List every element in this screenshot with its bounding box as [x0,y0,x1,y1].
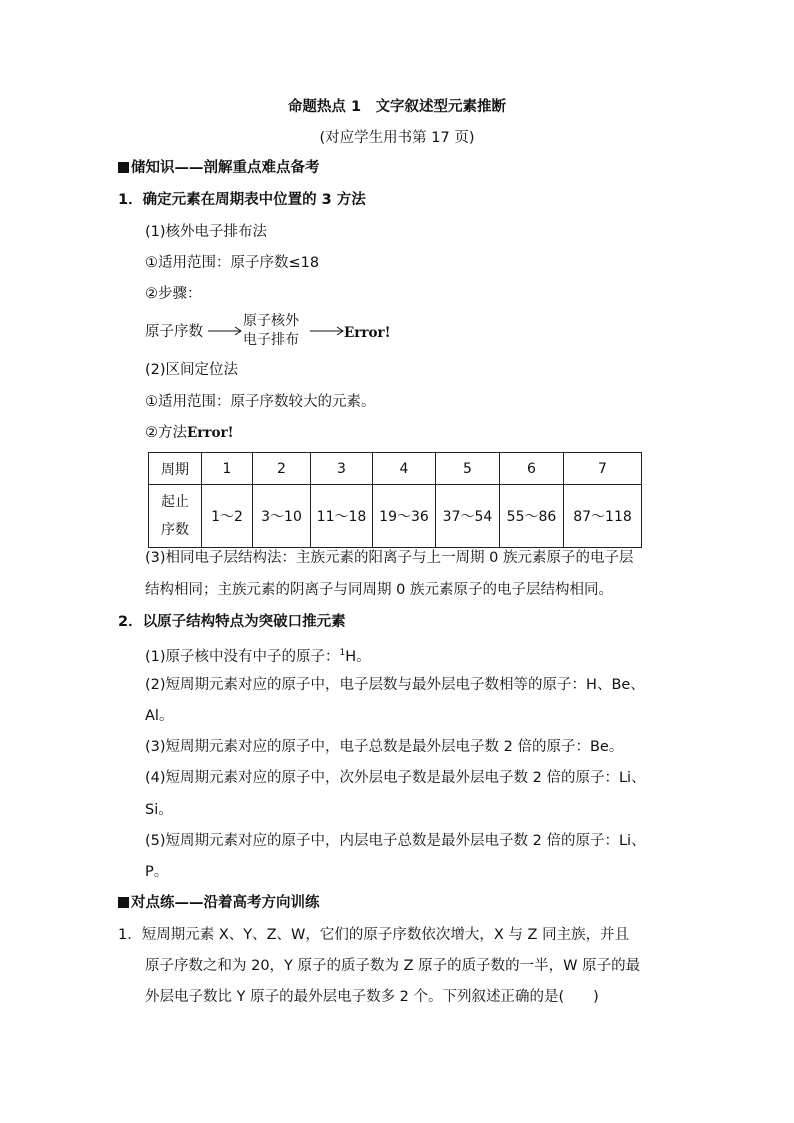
table-cell: 7 [564,453,642,485]
period-range-table [148,452,642,548]
flow-start: 原子序数 [145,324,203,340]
question1-line2: 原子序数之和为 20，Y 原子的质子数为 Z 原子的质子数的一半，W 原子的最 [145,958,641,974]
question1-line3: 外层电子数比 Y 原子的最外层电子数多 2 个。下列叙述正确的是( ) [145,989,599,1005]
table-cell: 3 [311,453,373,485]
method2-scope: ①适用范围：原子序数较大的元素。 [145,394,376,410]
flow-end-error: Error! [344,325,391,341]
table-header-cell: 周期 [149,453,202,485]
flow-mid-top: 原子核外 [243,313,299,329]
item4-line1: (4)短周期元素对应的原子中，次外层电子数是最外层电子数 2 倍的原子：Li、 [145,770,646,786]
table-cell: 2 [253,453,311,485]
table-cell: 19～36 [373,485,436,548]
item1-line: (1)原子核中没有中子的原子：$^1$H。 [145,648,371,665]
item5-line1: (5)短周期元素对应的原子中，内层电子总数是最外层电子数 2 倍的原子：Li、 [145,833,646,849]
black-square-icon [118,162,129,173]
table-cell: 11～18 [311,485,373,548]
table-cell: 5 [436,453,500,485]
arrow-right-icon [309,324,347,338]
arrow-right-icon [207,324,245,338]
item2-line2: Al。 [145,708,174,724]
table-cell: 1 [202,453,253,485]
black-square-icon [118,897,129,908]
table-cell: 4 [373,453,436,485]
method1-scope: ①适用范围：原子序数≤18 [145,255,320,271]
table-row [149,453,642,485]
item4-line2: Si。 [145,802,173,818]
table-cell: 55～86 [500,485,564,548]
item5-line2: P。 [145,864,169,880]
table-cell: 1～2 [202,485,253,548]
table-cell: 87～118 [564,485,642,548]
method2-method: ②方法Error! [145,425,234,441]
method3-line1: (3)相同电子层结构法：主族元素的阳离子与上一周期 0 族元素原子的电子层 [145,550,634,566]
table-row [149,485,642,548]
method3-line2: 结构相同；主族元素的阴离子与同周期 0 族元素原子的电子层结构相同。 [145,582,613,598]
method2-title: (2)区间定位法 [145,362,239,378]
page-title: 命题热点 1 文字叙述型元素推断 [287,99,507,115]
method2-error: Error! [187,425,234,441]
page-subtitle: (对应学生用书第 17 页) [319,130,475,146]
section-knowledge-heading: 储知识——剖解重点难点备考 [118,158,320,178]
table-header-cell: 起止 序数 [149,485,202,548]
table-cell: 3～10 [253,485,311,548]
item3-line1: (3)短周期元素对应的原子中，电子总数是最外层电子数 2 倍的原子：Be。 [145,739,624,755]
flow-mid-bottom: 电子排布 [243,332,299,348]
item2-line1: (2)短周期元素对应的原子中，电子层数与最外层电子数相等的原子：H、Be、 [145,677,645,693]
table-cell: 37～54 [436,485,500,548]
question1-line1: 1．短周期元素 X、Y、Z、W，它们的原子序数依次增大，X 与 Z 同主族，并且 [118,927,630,943]
point2-heading: 2．以原子结构特点为突破口推元素 [118,614,346,630]
method1-steps: ②步骤： [145,286,202,302]
section-practice-heading: 对点练——沿着高考方向训练 [118,893,320,913]
method1-title: (1)核外电子排布法 [145,224,268,240]
point1-heading: 1．确定元素在周期表中位置的 3 方法 [118,192,366,208]
table-cell: 6 [500,453,564,485]
